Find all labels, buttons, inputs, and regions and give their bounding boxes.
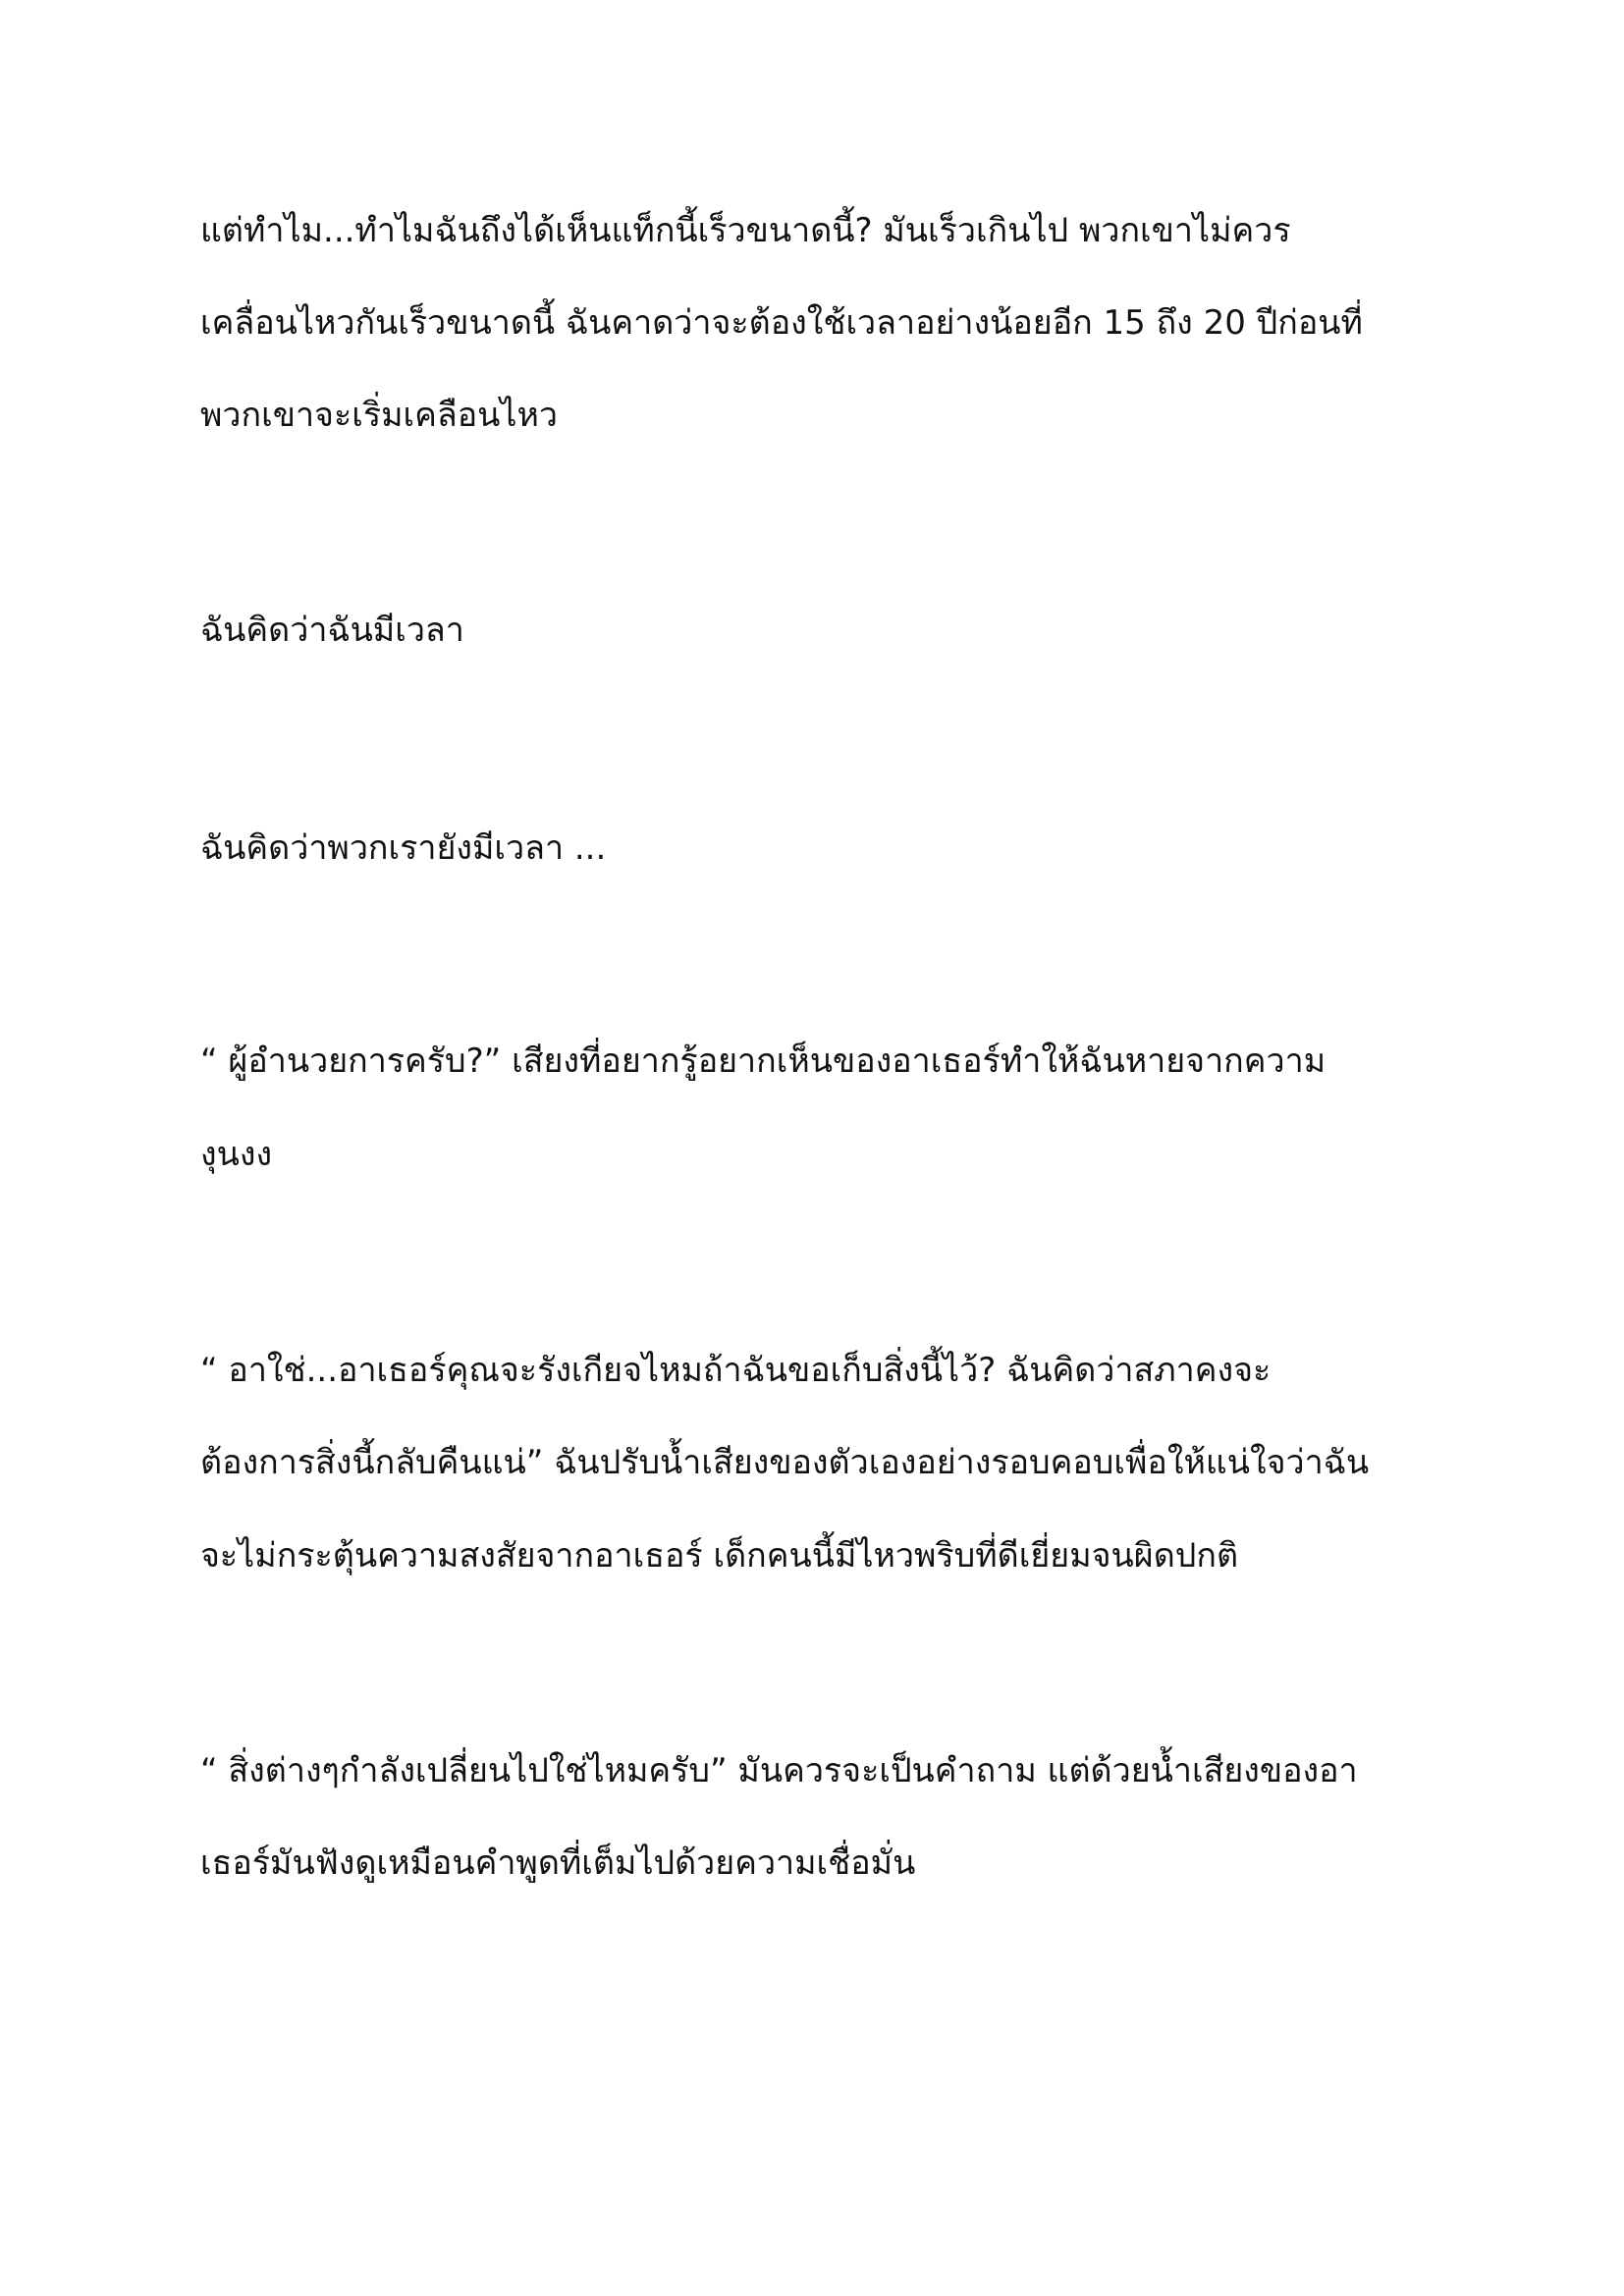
paragraph-3-line-1: ฉันคิดว่าพวกเรายังมีเวลา ... [200, 828, 607, 868]
paragraph-6-line-2: เธอร์มันฟังดูเหมือนคำพูดที่เต็มไปด้วยความเชื่อมั่น [200, 1843, 916, 1883]
paragraph-1-line-3: พวกเขาจะเริ่มเคลือนไหว [200, 396, 558, 435]
paragraph-5-line-2: ต้องการสิ่งนี้กลับคืนแน่” ฉันปรับน้ำเสียงของตัวเองอย่างรอบคอบเพื่อให้แน่ใจว่าฉัน [200, 1443, 1370, 1482]
paragraph-4-line-2: งุนงง [200, 1135, 273, 1174]
paragraph-2-line-1: ฉันคิดว่าฉันมีเวลา [200, 611, 464, 650]
paragraph-5-line-1: “ อาใช่...อาเธอร์คุณจะรังเกียจไหมถ้าฉันขอเก็บสิ่งนี้ไว้? ฉันคิดว่าสภาคงจะ [200, 1351, 1272, 1390]
paragraph-1-line-2: เคลื่อนไหวกันเร็วขนาดนี้ ฉันคาดว่าจะต้องใช้เวลาอย่างน้อยอีก 15 ถึง 20 ปีก่อนที่ [200, 303, 1363, 343]
paragraph-1-line-1: แต่ทำไม...ทำไมฉันถึงได้เห็นแท็กนี้เร็วขนาดนี้? มันเร็วเกินไป พวกเขาไม่ควร [200, 211, 1291, 250]
paragraph-6-line-1: “ สิ่งต่างๆกำลังเปลี่ยนไปใช่ไหมครับ” มันควรจะเป็นคำถาม แต่ด้วยน้ำเสียงของอา [200, 1751, 1358, 1790]
paragraph-4-line-1: “ ผู้อำนวยการครับ?” เสียงที่อยากรู้อยากเห็นของอาเธอร์ทำให้ฉันหายจากความ [200, 1041, 1326, 1081]
paragraph-5-line-3: จะไม่กระตุ้นความสงสัยจากอาเธอร์ เด็กคนนี้มีไหวพริบที่ดีเยี่ยมจนผิดปกติ [200, 1536, 1239, 1575]
